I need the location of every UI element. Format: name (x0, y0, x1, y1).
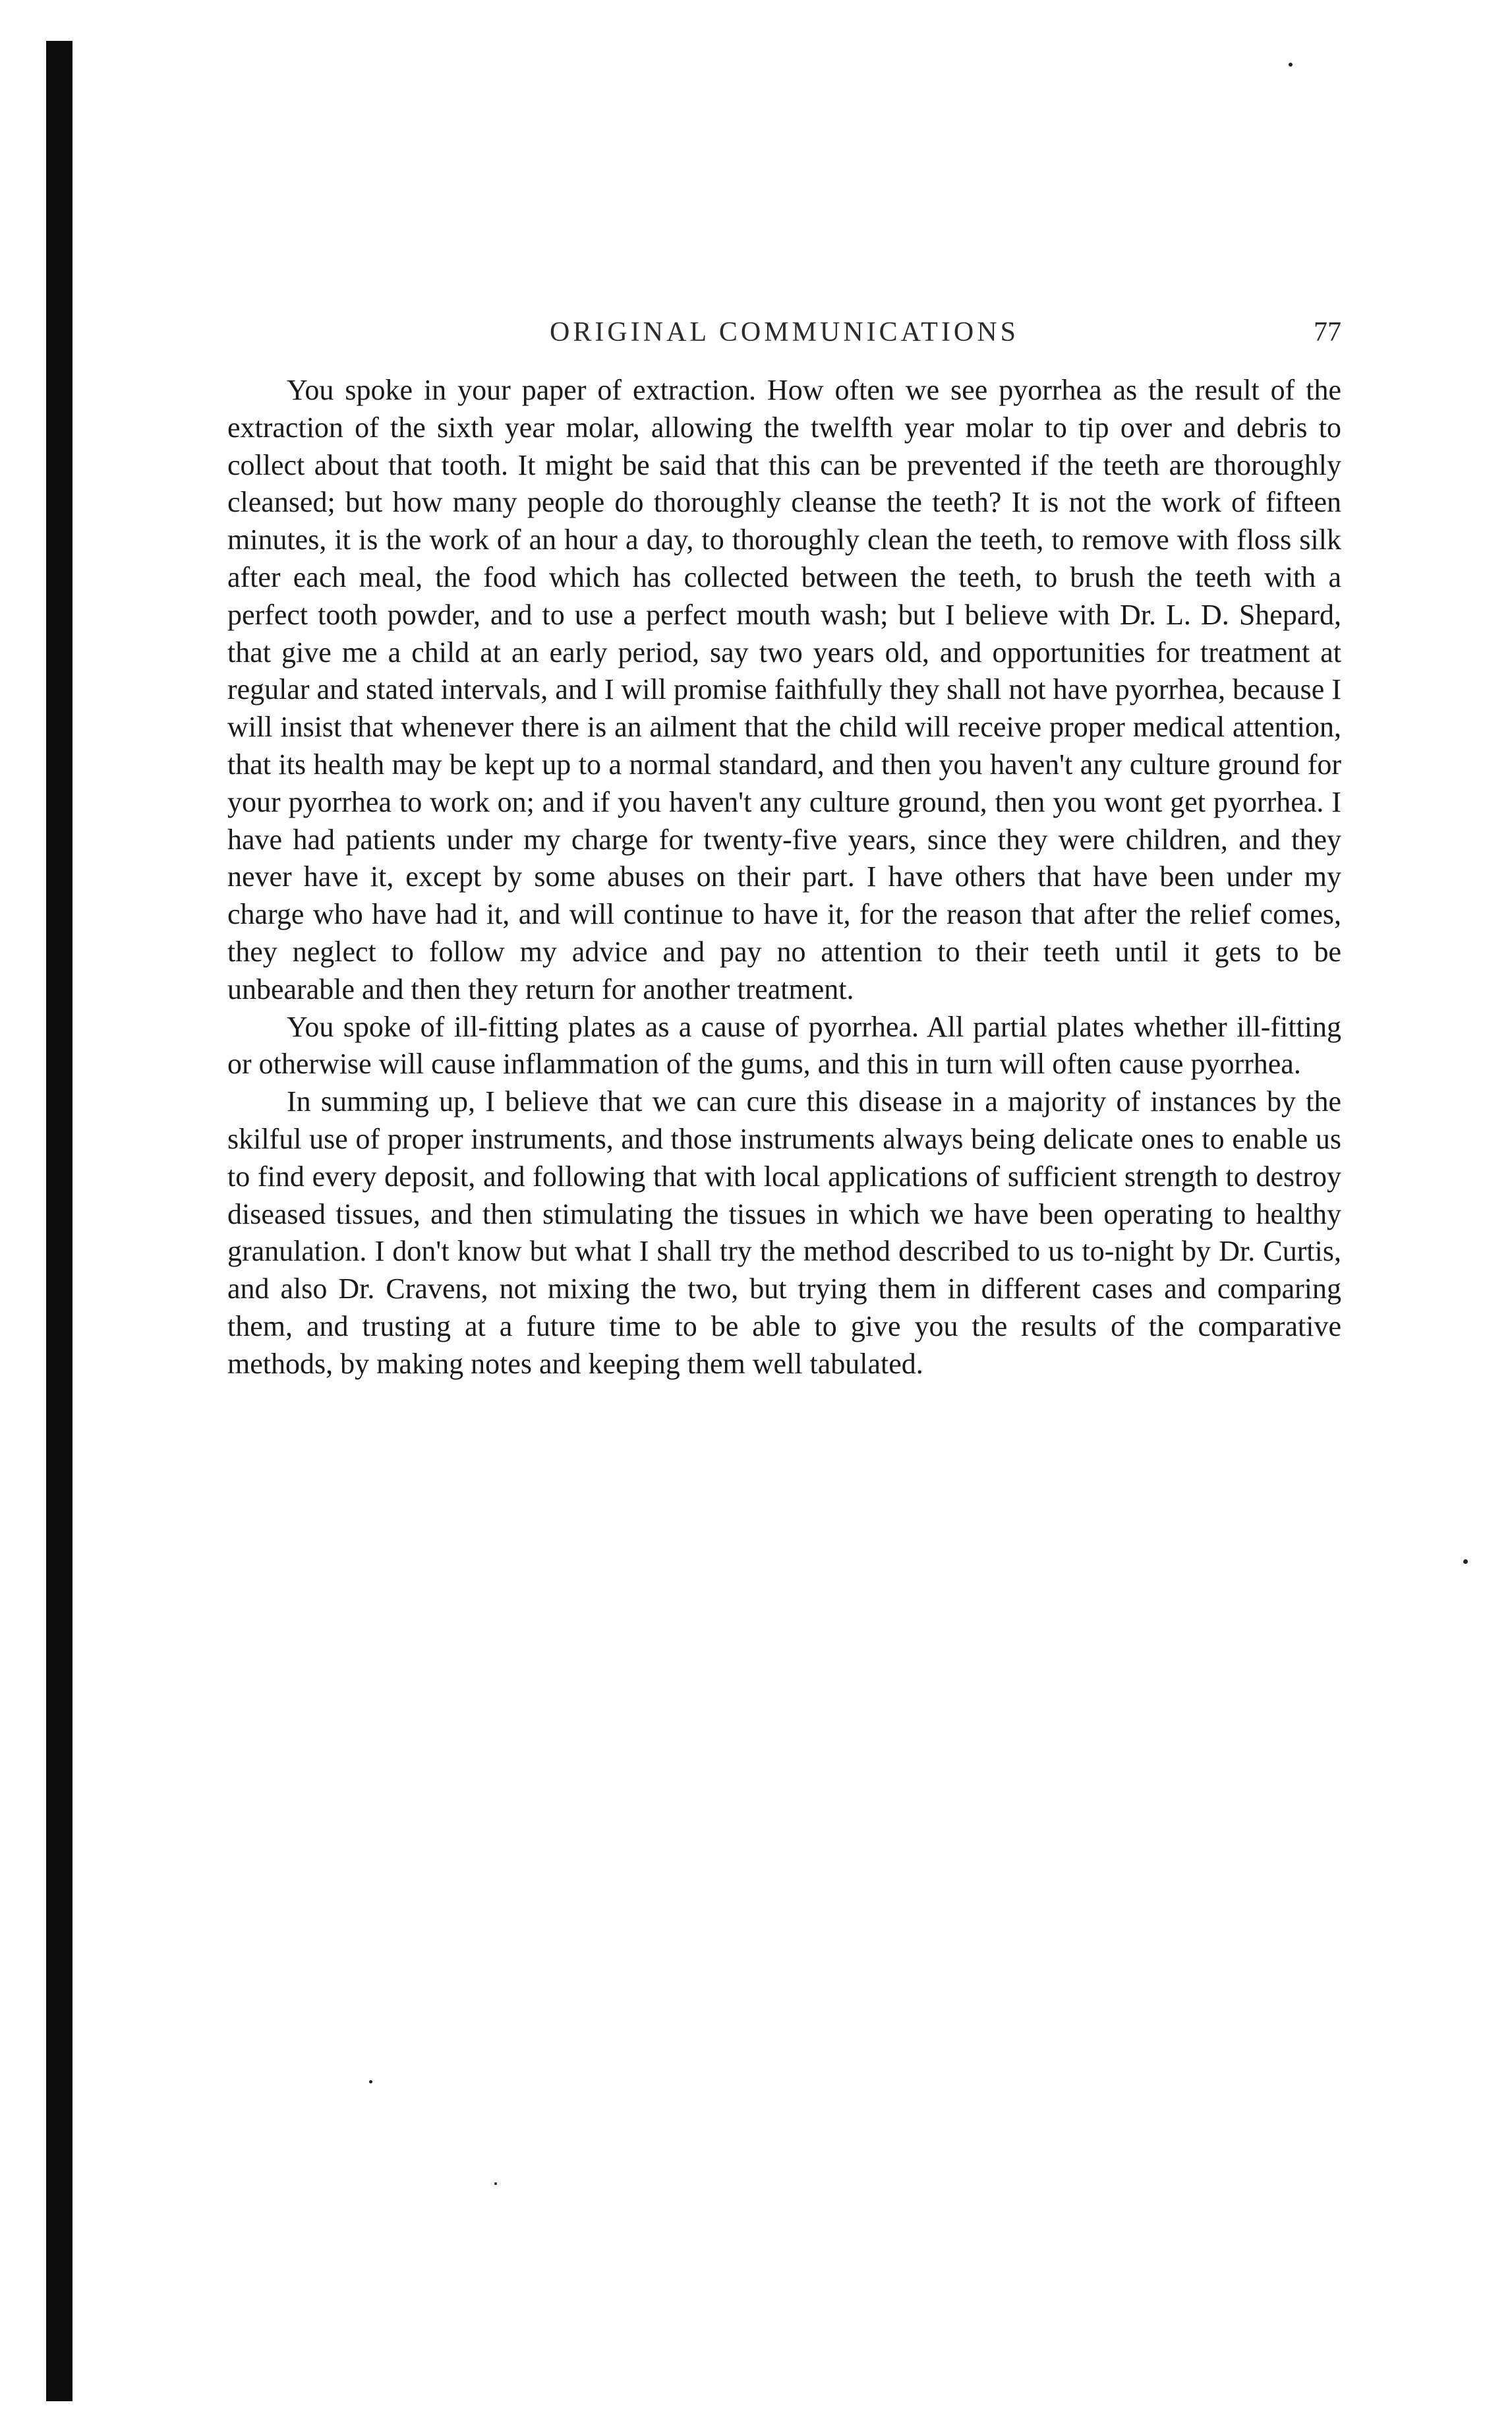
scan-speck (494, 2182, 497, 2185)
scan-speck (1289, 63, 1293, 67)
page-number: 77 (1314, 317, 1341, 347)
scan-speck (1463, 1559, 1468, 1564)
running-head (227, 316, 1341, 356)
scan-speck (369, 2080, 372, 2083)
paragraph-ill-fitting-plates: You spoke of ill-fitting plates as a cause of pyorrhea. All partial plates whether ill-fitting or otherwise will cause inflammation of the gums, and this in turn will often cause pyorrhea. (227, 1010, 1341, 1081)
paragraph-extraction: You spoke in your paper of extraction. How often we see pyorrhea as the result of the extraction of the sixth year molar, allowing the twelfth year molar to tip over and debris to collect about that tooth. It might be said that this can be prevented if the teeth are thoroughly cleansed; but how many people do thoroughly cleanse the teeth? It is not the work of fifteen minutes, it is the work of an hour a day, to thoroughly clean the teeth, to remove with floss silk after each meal, the food which has collected between the teeth, to brush the teeth with a perfect tooth powder, and to use a perfect mouth wash; but I believe with Dr. L. D. Shepard, that give me a child at an early period, say two years old, and opportunities for treatment at regular and stated intervals, and I will promise faithfully they shall not have pyorrhea, because I will insist that whenever there is an ailment that the child will receive proper medical attention, that its health may be kept up to a normal standard, and then you haven't any culture ground for your pyorrhea to work on; and if you haven't any culture ground, then you wont get pyorrhea. I have had patients under my charge for twenty-five years, since they were children, and they never have it, except by some abuses on their part. I have others that have been under my charge who have had it, and will continue to have it, for the reason that after the relief comes, they neglect to follow my advice and pay no attention to their teeth until it gets to be unbearable and then they return for another treatment. (227, 374, 1341, 1005)
paragraph-summing-up: In summing up, I believe that we can cure this disease in a majority of instances by the skilful use of proper instruments, and those instruments always being delicate ones to enable us to find every deposit, and following that with local applications of sufficient strength to destroy diseased tissues, and then stimulating the tissues in which we have been operating to healthy granulation. I don't know but what I shall try the method described to us to-night by Dr. Curtis, and also Dr. Cravens, not mixing the two, but trying them in different cases and comparing them, and trusting at a future time to be able to give you the results of the comparative methods, by making notes and keeping them well tabulated. (227, 1085, 1341, 1380)
book-page (227, 316, 1341, 1383)
body-text (227, 372, 1341, 1383)
running-title: ORIGINAL COMMUNICATIONS (550, 317, 1019, 347)
scan-binding-edge (46, 41, 73, 2401)
